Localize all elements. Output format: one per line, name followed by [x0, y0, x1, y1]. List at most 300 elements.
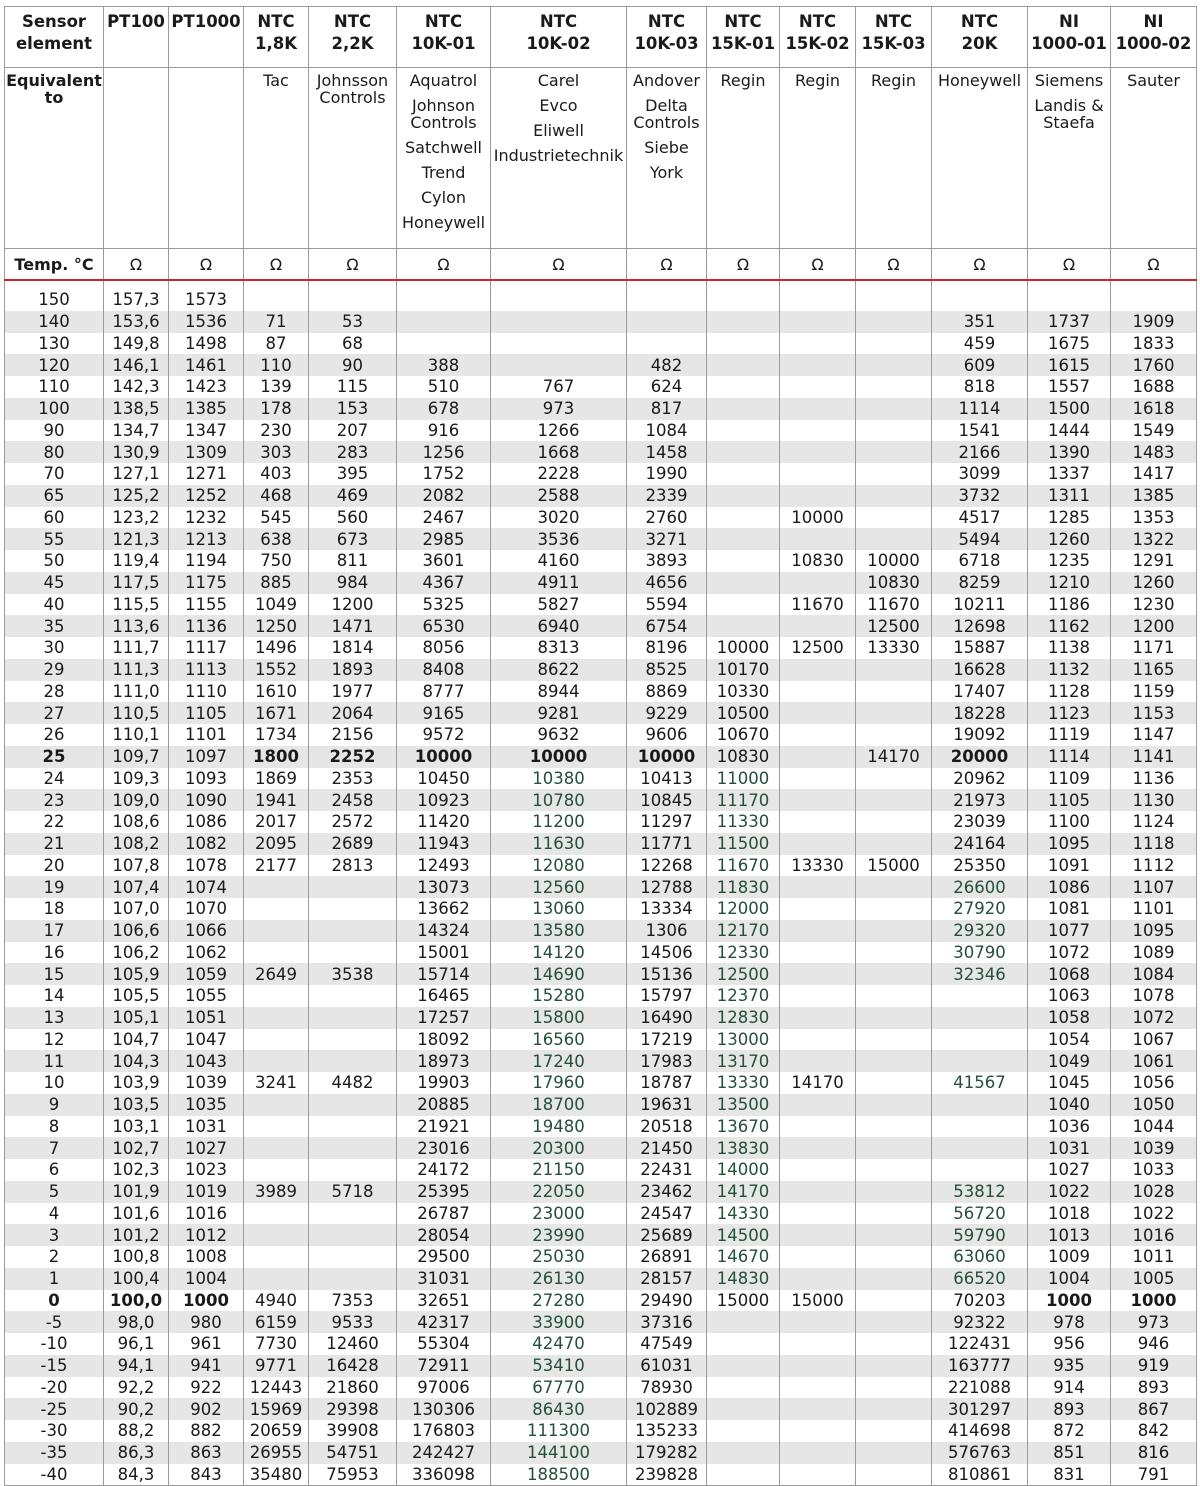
resistance-cell: 885: [244, 572, 309, 594]
equivalent-brands: [104, 68, 169, 249]
resistance-cell: 110: [244, 354, 309, 376]
resistance-cell: [856, 811, 932, 833]
resistance-cell: [780, 528, 856, 550]
resistance-cell: 14000: [707, 1159, 780, 1181]
resistance-cell: [309, 1224, 397, 1246]
resistance-cell: 1072: [1111, 1007, 1197, 1029]
resistance-cell: 10000: [707, 637, 780, 659]
resistance-cell: [309, 1137, 397, 1159]
resistance-cell: [707, 507, 780, 529]
resistance-cell: 1136: [1111, 768, 1197, 790]
resistance-cell: 935: [1028, 1355, 1111, 1377]
resistance-cell: 17240: [491, 1050, 627, 1072]
resistance-cell: 20300: [491, 1137, 627, 1159]
column-header-line-1: NTC: [647, 12, 686, 31]
resistance-cell: 414698: [932, 1420, 1028, 1442]
resistance-cell: 810861: [932, 1464, 1028, 1486]
resistance-cell: [856, 1159, 932, 1181]
resistance-cell: 1130: [1111, 789, 1197, 811]
resistance-cell: 4160: [491, 550, 627, 572]
resistance-cell: [397, 333, 491, 355]
temperature-cell: 11: [5, 1050, 104, 1072]
resistance-cell: [309, 985, 397, 1007]
table-row: [5, 441, 1197, 463]
resistance-cell: 8869: [627, 681, 707, 703]
resistance-cell: [707, 311, 780, 333]
resistance-cell: 1011: [1111, 1246, 1197, 1268]
resistance-cell: [780, 1181, 856, 1203]
resistance-cell: 956: [1028, 1333, 1111, 1355]
resistance-cell: 27280: [491, 1290, 627, 1312]
resistance-cell: 1068: [1028, 963, 1111, 985]
resistance-cell: [309, 920, 397, 942]
resistance-cell: 11630: [491, 833, 627, 855]
resistance-cell: 1039: [169, 1072, 244, 1094]
resistance-cell: [856, 398, 932, 420]
resistance-cell: 1086: [1028, 876, 1111, 898]
equivalent-brands: [707, 68, 780, 249]
column-header: [1111, 7, 1197, 68]
table-row: [5, 1442, 1197, 1464]
resistance-cell: 23016: [397, 1137, 491, 1159]
resistance-cell: 42317: [397, 1311, 491, 1333]
resistance-cell: 27920: [932, 898, 1028, 920]
resistance-cell: [780, 398, 856, 420]
resistance-cell: 13330: [856, 637, 932, 659]
resistance-cell: 1009: [1028, 1246, 1111, 1268]
resistance-cell: [780, 833, 856, 855]
resistance-cell: 42470: [491, 1333, 627, 1355]
resistance-cell: 149,8: [104, 333, 169, 355]
resistance-cell: 14330: [707, 1203, 780, 1225]
resistance-cell: 8259: [932, 572, 1028, 594]
equivalent-brands: [244, 68, 309, 249]
resistance-cell: 10780: [491, 789, 627, 811]
resistance-cell: 111,3: [104, 659, 169, 681]
resistance-cell: 101,6: [104, 1203, 169, 1225]
resistance-cell: 980: [169, 1311, 244, 1333]
temperature-cell: 5: [5, 1181, 104, 1203]
table-row: [5, 289, 1197, 311]
resistance-cell: 18092: [397, 1029, 491, 1051]
resistance-cell: 8944: [491, 681, 627, 703]
resistance-cell: 1271: [169, 463, 244, 485]
resistance-cell: 1000: [1111, 1290, 1197, 1312]
resistance-cell: [780, 420, 856, 442]
resistance-cell: 916: [397, 420, 491, 442]
resistance-cell: [856, 1333, 932, 1355]
resistance-cell: 35480: [244, 1464, 309, 1486]
resistance-cell: 1089: [1111, 942, 1197, 964]
resistance-cell: 4517: [932, 507, 1028, 529]
resistance-cell: 1119: [1028, 724, 1111, 746]
spacer-cell: [780, 280, 856, 289]
resistance-cell: [856, 485, 932, 507]
equivalent-brands: [491, 68, 627, 249]
resistance-cell: 12493: [397, 855, 491, 877]
equivalent-brands: [397, 68, 491, 249]
resistance-cell: [856, 942, 932, 964]
table-row: [5, 1464, 1197, 1486]
resistance-cell: [707, 1442, 780, 1464]
equivalent-brands: [627, 68, 707, 249]
equivalent-brand-name: Controls: [410, 113, 477, 132]
resistance-cell: 104,7: [104, 1029, 169, 1051]
temperature-cell: 50: [5, 550, 104, 572]
temperature-cell: -40: [5, 1464, 104, 1486]
temperature-cell: 14: [5, 985, 104, 1007]
equivalent-brands: [169, 68, 244, 249]
resistance-cell: [856, 1268, 932, 1290]
resistance-cell: 10830: [856, 572, 932, 594]
temperature-cell: 150: [5, 289, 104, 311]
table-row: [5, 1290, 1197, 1312]
temperature-cell: -20: [5, 1377, 104, 1399]
resistance-cell: 1385: [1111, 485, 1197, 507]
column-header-line-2: 1000-01: [1031, 34, 1107, 53]
column-header: [1028, 7, 1111, 68]
resistance-cell: 25689: [627, 1224, 707, 1246]
resistance-cell: [244, 1007, 309, 1029]
resistance-cell: 90,2: [104, 1398, 169, 1420]
resistance-cell: [780, 659, 856, 681]
resistance-cell: 14120: [491, 942, 627, 964]
resistance-cell: 12170: [707, 920, 780, 942]
table-row: [5, 1377, 1197, 1399]
temperature-cell: -35: [5, 1442, 104, 1464]
resistance-cell: [707, 550, 780, 572]
resistance-cell: 163777: [932, 1355, 1028, 1377]
resistance-cell: [780, 289, 856, 311]
resistance-cell: 1552: [244, 659, 309, 681]
resistance-cell: 1063: [1028, 985, 1111, 1007]
resistance-cell: 10000: [397, 746, 491, 768]
table-row: [5, 572, 1197, 594]
table-row: [5, 485, 1197, 507]
resistance-cell: [780, 963, 856, 985]
resistance-cell: 9533: [309, 1311, 397, 1333]
resistance-cell: 2689: [309, 833, 397, 855]
resistance-cell: 18700: [491, 1094, 627, 1116]
resistance-cell: 1072: [1028, 942, 1111, 964]
resistance-cell: 1056: [1111, 1072, 1197, 1094]
table-header: [5, 7, 1197, 281]
resistance-cell: 2985: [397, 528, 491, 550]
resistance-cell: 1082: [169, 833, 244, 855]
resistance-cell: 1390: [1028, 441, 1111, 463]
resistance-cell: 17257: [397, 1007, 491, 1029]
resistance-cell: [244, 1137, 309, 1159]
resistance-cell: 1000: [1028, 1290, 1111, 1312]
column-header-line-1: NTC: [960, 12, 999, 31]
table-row: [5, 594, 1197, 616]
equivalent-brand-name: Controls: [633, 113, 700, 132]
spacer-cell: [932, 280, 1028, 289]
resistance-cell: [856, 354, 932, 376]
resistance-cell: [780, 1094, 856, 1116]
equivalent-brand-name: Regin: [871, 71, 916, 90]
temperature-cell: 90: [5, 420, 104, 442]
resistance-cell: 23990: [491, 1224, 627, 1246]
resistance-cell: 30790: [932, 942, 1028, 964]
resistance-cell: 1112: [1111, 855, 1197, 877]
table-row: [5, 1420, 1197, 1442]
resistance-cell: 1100: [1028, 811, 1111, 833]
resistance-cell: 336098: [397, 1464, 491, 1486]
resistance-cell: 61031: [627, 1355, 707, 1377]
resistance-cell: 127,1: [104, 463, 169, 485]
resistance-cell: 1077: [1028, 920, 1111, 942]
resistance-cell: 11170: [707, 789, 780, 811]
resistance-cell: 66520: [932, 1268, 1028, 1290]
resistance-cell: 26787: [397, 1203, 491, 1225]
resistance-cell: 63060: [932, 1246, 1028, 1268]
spacer-cell: [104, 280, 169, 289]
resistance-cell: 283: [309, 441, 397, 463]
resistance-cell: [780, 724, 856, 746]
resistance-cell: 53812: [932, 1181, 1028, 1203]
resistance-cell: [780, 1224, 856, 1246]
resistance-cell: 1458: [627, 441, 707, 463]
resistance-cell: [856, 659, 932, 681]
resistance-cell: 1909: [1111, 311, 1197, 333]
resistance-cell: 108,6: [104, 811, 169, 833]
resistance-cell: 395: [309, 463, 397, 485]
resistance-cell: 153,6: [104, 311, 169, 333]
temperature-cell: -25: [5, 1398, 104, 1420]
resistance-cell: 1070: [169, 898, 244, 920]
resistance-cell: [707, 1420, 780, 1442]
resistance-cell: [856, 724, 932, 746]
resistance-cell: 941: [169, 1355, 244, 1377]
column-header-line-2: 10K-02: [526, 34, 591, 53]
resistance-cell: [780, 572, 856, 594]
resistance-cell: 1128: [1028, 681, 1111, 703]
resistance-cell: [707, 615, 780, 637]
resistance-cell: 53: [309, 311, 397, 333]
resistance-cell: 1091: [1028, 855, 1111, 877]
resistance-cell: 510: [397, 376, 491, 398]
resistance-cell: 1171: [1111, 637, 1197, 659]
column-header: [932, 7, 1028, 68]
table-row: [5, 1311, 1197, 1333]
resistance-cell: [780, 1420, 856, 1442]
table-row: [5, 1072, 1197, 1094]
resistance-cell: 15797: [627, 985, 707, 1007]
resistance-cell: 973: [491, 398, 627, 420]
resistance-cell: [707, 398, 780, 420]
resistance-cell: 55304: [397, 1333, 491, 1355]
resistance-cell: [244, 1050, 309, 1072]
equivalent-to-row: [5, 68, 1197, 249]
resistance-cell: 130,9: [104, 441, 169, 463]
ohm-unit: Ω: [169, 249, 244, 281]
resistance-cell: 1008: [169, 1246, 244, 1268]
table-row: [5, 463, 1197, 485]
table-row: [5, 898, 1197, 920]
equivalent-brand-name: Staefa: [1043, 113, 1095, 132]
resistance-cell: 100,0: [104, 1290, 169, 1312]
resistance-cell: 851: [1028, 1442, 1111, 1464]
resistance-cell: 31031: [397, 1268, 491, 1290]
resistance-cell: [932, 1159, 1028, 1181]
table-row: [5, 1137, 1197, 1159]
resistance-cell: [932, 1050, 1028, 1072]
resistance-cell: 791: [1111, 1464, 1197, 1486]
sensor-resistance-table-container: [4, 6, 1196, 1486]
resistance-cell: 15136: [627, 963, 707, 985]
resistance-cell: [707, 420, 780, 442]
resistance-cell: 8196: [627, 637, 707, 659]
ohm-unit: Ω: [707, 249, 780, 281]
equivalent-brand-name: Tac: [263, 71, 289, 90]
table-row: [5, 1224, 1197, 1246]
table-row: [5, 1203, 1197, 1225]
resistance-cell: 2252: [309, 746, 397, 768]
resistance-cell: 673: [309, 528, 397, 550]
resistance-cell: 882: [169, 1420, 244, 1442]
resistance-cell: 12500: [707, 963, 780, 985]
temperature-cell: 4: [5, 1203, 104, 1225]
resistance-cell: [856, 1224, 932, 1246]
resistance-cell: 9606: [627, 724, 707, 746]
resistance-cell: [244, 942, 309, 964]
resistance-cell: 13334: [627, 898, 707, 920]
resistance-cell: 2017: [244, 811, 309, 833]
resistance-cell: 1496: [244, 637, 309, 659]
temperature-cell: 22: [5, 811, 104, 833]
resistance-cell: 15000: [707, 1290, 780, 1312]
temperature-cell: 35: [5, 615, 104, 637]
table-row: [5, 637, 1197, 659]
resistance-cell: 12830: [707, 1007, 780, 1029]
resistance-cell: 13500: [707, 1094, 780, 1116]
resistance-cell: 16428: [309, 1355, 397, 1377]
resistance-cell: 106,6: [104, 920, 169, 942]
resistance-cell: 47549: [627, 1333, 707, 1355]
resistance-cell: 111300: [491, 1420, 627, 1442]
resistance-cell: 1471: [309, 615, 397, 637]
ohm-unit: Ω: [244, 249, 309, 281]
equivalent-brand-name: Johnson: [411, 96, 476, 115]
resistance-cell: [856, 898, 932, 920]
equivalent-brand-name: to: [44, 88, 64, 107]
resistance-cell: 1250: [244, 615, 309, 637]
equivalent-brand-name: Carel: [537, 71, 580, 90]
resistance-cell: [856, 289, 932, 311]
spacer-cell: [707, 280, 780, 289]
resistance-cell: [856, 1029, 932, 1051]
resistance-cell: 119,4: [104, 550, 169, 572]
resistance-cell: [627, 289, 707, 311]
equivalent-brand-name: Trend: [421, 163, 466, 182]
resistance-cell: 98,0: [104, 1311, 169, 1333]
resistance-cell: [707, 333, 780, 355]
resistance-cell: 15714: [397, 963, 491, 985]
resistance-cell: 239828: [627, 1464, 707, 1486]
resistance-cell: [707, 376, 780, 398]
resistance-cell: [309, 1203, 397, 1225]
resistance-cell: 41567: [932, 1072, 1028, 1094]
resistance-cell: 53410: [491, 1355, 627, 1377]
resistance-cell: 1291: [1111, 550, 1197, 572]
resistance-cell: 2467: [397, 507, 491, 529]
resistance-cell: 11830: [707, 876, 780, 898]
table-row: [5, 1116, 1197, 1138]
equivalent-brands: [856, 68, 932, 249]
resistance-cell: 16465: [397, 985, 491, 1007]
resistance-cell: 15000: [780, 1290, 856, 1312]
resistance-cell: 19092: [932, 724, 1028, 746]
resistance-cell: 893: [1028, 1398, 1111, 1420]
resistance-cell: 117,5: [104, 572, 169, 594]
equivalent-brands: [1028, 68, 1111, 249]
resistance-cell: 1095: [1111, 920, 1197, 942]
resistance-cell: 14690: [491, 963, 627, 985]
resistance-cell: [780, 1333, 856, 1355]
resistance-cell: [491, 333, 627, 355]
resistance-cell: 863: [169, 1442, 244, 1464]
resistance-cell: 8313: [491, 637, 627, 659]
temperature-cell: 140: [5, 311, 104, 333]
resistance-cell: 2064: [309, 702, 397, 724]
resistance-cell: [309, 1050, 397, 1072]
resistance-cell: 111,7: [104, 637, 169, 659]
resistance-cell: 1200: [1111, 615, 1197, 637]
resistance-cell: 1536: [169, 311, 244, 333]
resistance-cell: 142,3: [104, 376, 169, 398]
spacer-cell: [169, 280, 244, 289]
resistance-cell: 10450: [397, 768, 491, 790]
equivalent-brands: [1111, 68, 1197, 249]
resistance-cell: 1417: [1111, 463, 1197, 485]
resistance-cell: 15280: [491, 985, 627, 1007]
resistance-cell: 2095: [244, 833, 309, 855]
resistance-cell: [309, 876, 397, 898]
resistance-cell: [780, 768, 856, 790]
resistance-cell: 1833: [1111, 333, 1197, 355]
ohm-unit: Ω: [627, 249, 707, 281]
resistance-cell: [397, 311, 491, 333]
resistance-cell: 16560: [491, 1029, 627, 1051]
resistance-cell: 78930: [627, 1377, 707, 1399]
resistance-cell: [856, 1311, 932, 1333]
resistance-cell: 11670: [707, 855, 780, 877]
resistance-cell: 1067: [1111, 1029, 1197, 1051]
resistance-cell: 2649: [244, 963, 309, 985]
resistance-cell: 130306: [397, 1398, 491, 1420]
equivalent-brand-name: Andover: [633, 71, 700, 90]
resistance-cell: 1734: [244, 724, 309, 746]
resistance-cell: 2588: [491, 485, 627, 507]
resistance-cell: 2572: [309, 811, 397, 833]
temperature-cell: -10: [5, 1333, 104, 1355]
resistance-cell: 10000: [856, 550, 932, 572]
resistance-cell: 1385: [169, 398, 244, 420]
resistance-cell: 102,3: [104, 1159, 169, 1181]
resistance-cell: [780, 702, 856, 724]
resistance-cell: 23462: [627, 1181, 707, 1203]
resistance-cell: 67770: [491, 1377, 627, 1399]
temperature-cell: 19: [5, 876, 104, 898]
resistance-cell: 115: [309, 376, 397, 398]
spacer-cell: [1111, 280, 1197, 289]
temperature-cell: 29: [5, 659, 104, 681]
resistance-cell: 108,2: [104, 833, 169, 855]
resistance-cell: [780, 1007, 856, 1029]
resistance-cell: 15887: [932, 637, 1028, 659]
resistance-cell: 94,1: [104, 1355, 169, 1377]
